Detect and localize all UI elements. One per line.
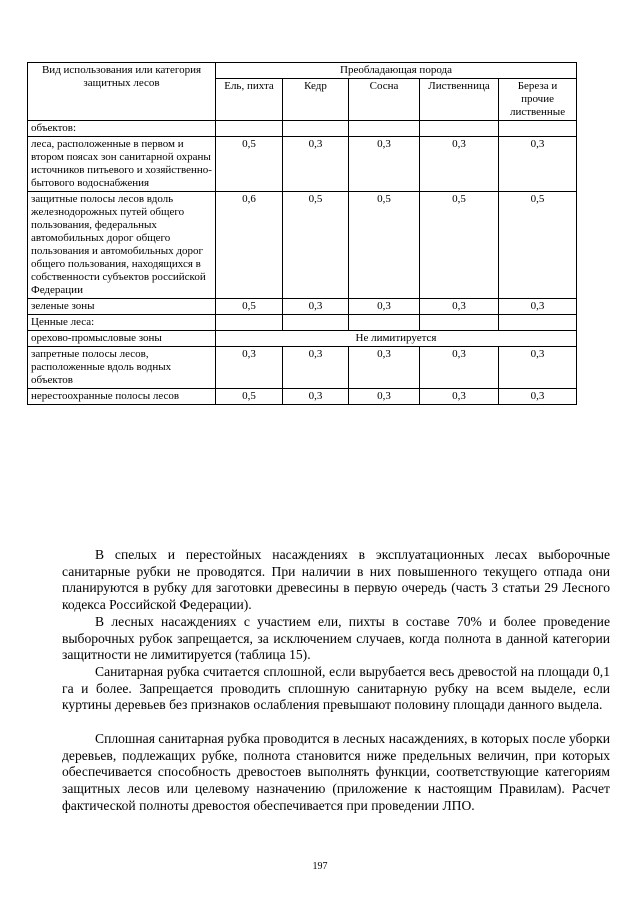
table-cell	[420, 121, 499, 137]
header-species-larch: Лиственница	[420, 79, 499, 121]
row-label: орехово-промысловые зоны	[28, 331, 216, 347]
row-label: леса, расположенные в первом и втором поясах зон санитарной охраны источников питьевого и хозяйственно-бытового водоснабжения	[28, 137, 216, 192]
table-cell: 0,3	[349, 347, 420, 389]
table-row	[28, 331, 577, 347]
table-cell	[349, 121, 420, 137]
header-species-spruce-fir: Ель, пихта	[216, 79, 283, 121]
table-cell: 0,3	[499, 389, 577, 405]
header-species-birch-deciduous: Береза и прочие лиственные	[499, 79, 577, 121]
table-cell	[499, 315, 577, 331]
table-cell: 0,3	[349, 137, 420, 192]
paragraph-spruce-fir-restriction: В лесных насаждениях с участием ели, пихты в составе 70% и более проведение выборочных рубок запрещается, за исключением случаев, когда полнота в данной категории защитности не лимитируется (таблица 15).	[62, 614, 610, 663]
table-row	[28, 192, 577, 299]
header-species-cedar: Кедр	[283, 79, 349, 121]
header-category: Вид использования или категория защитных лесов	[28, 63, 216, 121]
table-row	[28, 299, 577, 315]
table-cell: 0,3	[216, 347, 283, 389]
table-row	[28, 137, 577, 192]
header-species-group: Преобладающая порода	[216, 63, 577, 79]
table-row	[28, 347, 577, 389]
table-cell: 0,5	[420, 192, 499, 299]
forest-density-table	[27, 62, 577, 405]
table-cell	[283, 315, 349, 331]
table-cell: 0,5	[216, 137, 283, 192]
table-row	[28, 315, 577, 331]
table-cell	[216, 121, 283, 137]
table-cell: 0,3	[349, 299, 420, 315]
paragraph-clear-felling-conditions: Сплошная санитарная рубка проводится в лесных насаждениях, в которых после уборки деревьев, подлежащих рубке, полнота становится ниже предельных величин, при которых обеспечивается способность древостоев выполнять функции, соответствующие категориям защитных лесов или целевому назначению (приложение к настоящим Правилам). Расчет фактической полноты древостоя обеспечивается при проведении ЛПО.	[62, 731, 610, 813]
table-cell: 0,5	[216, 299, 283, 315]
row-label: зеленые зоны	[28, 299, 216, 315]
row-label: запретные полосы лесов, расположенные вдоль водных объектов	[28, 347, 216, 389]
table-cell: 0,3	[499, 137, 577, 192]
table-cell	[499, 121, 577, 137]
table-cell: 0,5	[349, 192, 420, 299]
table-cell	[349, 315, 420, 331]
table-row	[28, 121, 577, 137]
row-label: нерестоохранные полосы лесов	[28, 389, 216, 405]
header-species-pine: Сосна	[349, 79, 420, 121]
table-cell: 0,3	[349, 389, 420, 405]
table-cell: 0,6	[216, 192, 283, 299]
table-cell	[283, 121, 349, 137]
table-cell: 0,3	[283, 137, 349, 192]
paragraph-clear-sanitary-felling: Санитарная рубка считается сплошной, если вырубается весь древостой на площади 0,1 га и более. Запрещается проводить сплошную санитарную рубку на всем выделе, если куртины деревьев без признаков ослабления превышают половину площади данного выдела.	[62, 664, 610, 713]
table-cell: 0,3	[420, 137, 499, 192]
row-label: Ценные леса:	[28, 315, 216, 331]
page-number: 197	[312, 861, 328, 872]
table-cell: 0,3	[283, 347, 349, 389]
table-cell: 0,5	[499, 192, 577, 299]
paragraph-selective-felling: В спелых и перестойных насаждениях в эксплуатационных лесах выборочные санитарные рубки не проводятся. При наличии в них повышенного текущего отпада они планируются в рубку для заготовки древесины в первую очередь (часть 3 статьи 29 Лесного кодекса Российской Федерации).	[62, 547, 610, 613]
table-cell: 0,5	[283, 192, 349, 299]
table-cell: 0,3	[420, 389, 499, 405]
row-label: объектов:	[28, 121, 216, 137]
table-cell: 0,3	[420, 347, 499, 389]
table-row	[28, 389, 577, 405]
merged-cell: Не лимитируется	[216, 331, 577, 347]
table-cell: 0,3	[283, 389, 349, 405]
table-header-row	[28, 63, 577, 79]
table-cell: 0,3	[499, 299, 577, 315]
table-cell	[216, 315, 283, 331]
table-cell: 0,3	[499, 347, 577, 389]
table-cell	[420, 315, 499, 331]
table-cell: 0,5	[216, 389, 283, 405]
table-cell: 0,3	[420, 299, 499, 315]
row-label: защитные полосы лесов вдоль железнодорожных путей общего пользования, федеральных автомобильных дорог общего пользования и автомобильных дорог общего пользования, находящихся в собственности субъектов российской Федерации	[28, 192, 216, 299]
table-cell: 0,3	[283, 299, 349, 315]
